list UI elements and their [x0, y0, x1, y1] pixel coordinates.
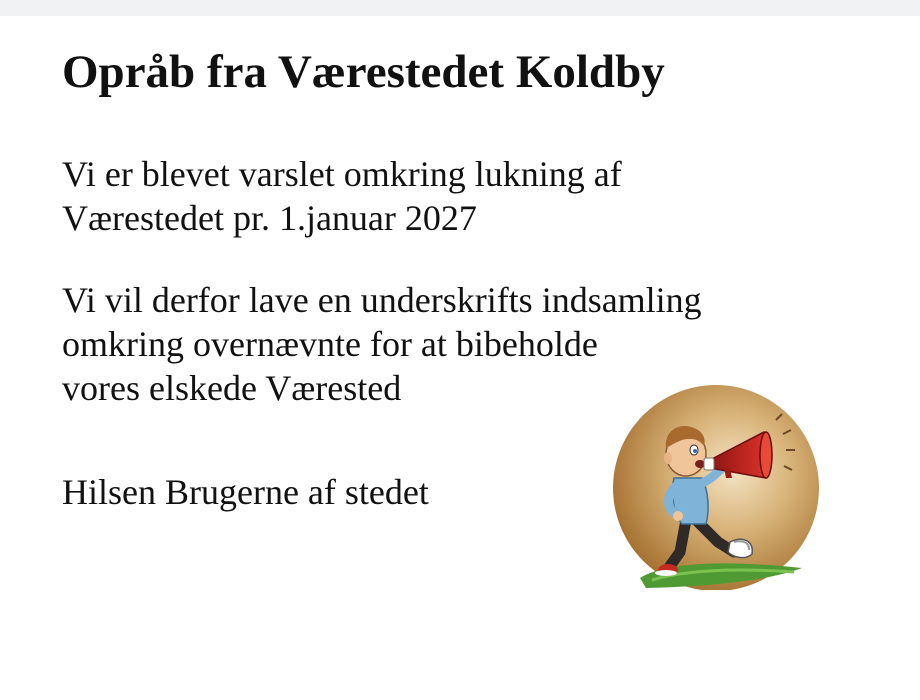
petition-line-1: Vi vil derfor lave en underskrifts indsamling	[62, 280, 702, 320]
boy-with-megaphone-icon	[606, 382, 822, 590]
announcement-line-1: Vi er blevet varslet omkring lukning af	[62, 154, 622, 194]
petition-line-2: omkring overnævnte for at bibeholde	[62, 324, 598, 364]
announcement-paragraph	[62, 152, 622, 240]
petition-line-3: vores elskede Værested	[62, 368, 402, 408]
top-bar	[0, 0, 920, 16]
document-page	[0, 16, 920, 700]
signature-line: Hilsen Brugerne af stedet	[62, 472, 429, 512]
announcement-line-2: Værestedet pr. 1.januar 2027	[62, 198, 477, 238]
page-title: Opråb fra Værestedet Koldby	[62, 46, 665, 98]
